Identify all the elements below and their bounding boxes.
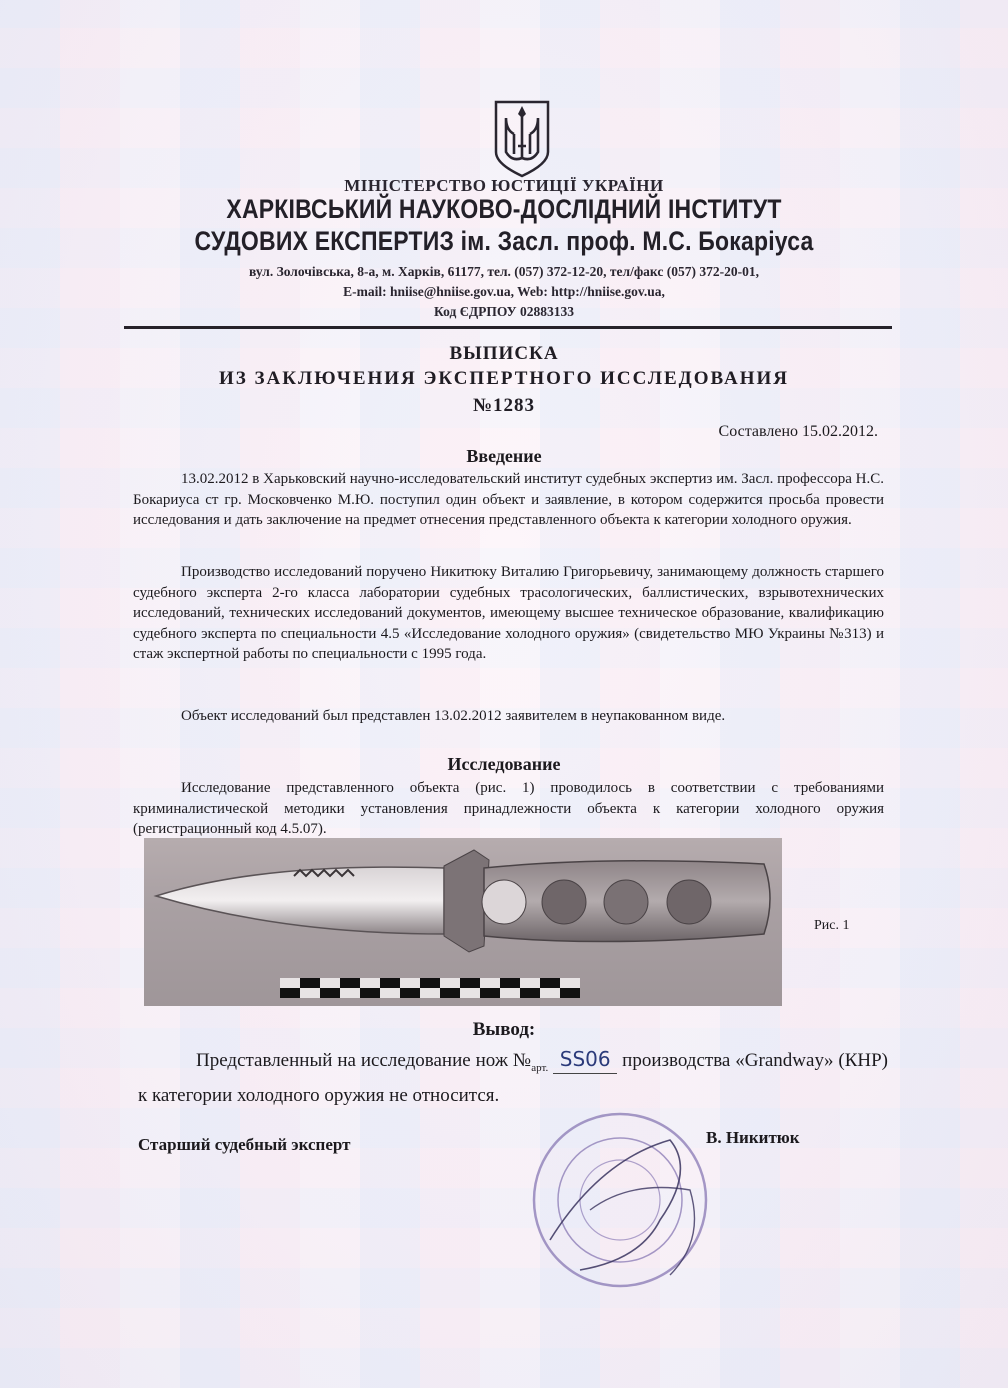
address-line: вул. Золочівська, 8-а, м. Харків, 61177, тел. (057) 372-12-20, тел/факс (057) 372-20-01, (249, 264, 759, 279)
doc-title-line1: ВЫПИСКА (449, 343, 559, 364)
code-line: Код ЄДРПОУ 02883133 (434, 304, 574, 319)
institute-name-line2: СУДОВИХ ЕКСПЕРТИЗ ім. Засл. проф. М.С. Бокаріуса (194, 225, 814, 256)
conclusion-text-after: производства «Grandway» (КНР) к категории холодного оружия не относится. (138, 1050, 889, 1106)
figure-caption: Рис. 1 (814, 918, 850, 933)
contact-block (0, 262, 1008, 322)
signer-name: В. Никитюк (706, 1128, 800, 1147)
conclusion-text-before: Представленный на исследование нож № (196, 1050, 532, 1071)
knife-illustration (144, 838, 782, 1006)
knife-photo (144, 838, 782, 1006)
conclusion-heading: Вывод: (472, 1019, 536, 1040)
header-divider (124, 326, 892, 329)
intro-heading: Введение (466, 446, 542, 466)
intro-paragraph-3: Объект исследований был представлен 13.02.2012 заявителем в неупакованном виде. (181, 708, 726, 724)
research-heading: Исследование (447, 754, 561, 774)
research-paragraph: Исследование представленного объекта (рис. 1) проводилось в соответствии с требованиями криминалистической методики установления принадлежности объекта к категории холодного оружия (регистрационный код 4.5.07). (133, 780, 884, 837)
ministry-name: МІНІСТЕРСТВО ЮСТИЦІЇ УКРАЇНИ (344, 176, 664, 195)
article-handwritten: SS06 (553, 1046, 617, 1074)
signer-role: Старший судебный эксперт (138, 1135, 351, 1154)
intro-paragraph-1: 13.02.2012 в Харьковский научно-исследовательский институт судебных экспертиз им. Засл. профессора Н.С. Бокариуса ст гр. Московченко М.Ю. поступил один объект и заявление, в котором содержится просьба провести исследования и дать заключение на предмет отнесения представленного объекта к категории холодного оружия. (133, 471, 884, 528)
trident-emblem-icon (492, 100, 552, 178)
official-stamp-seal (520, 1100, 720, 1300)
compiled-date: Составлено 15.02.2012. (718, 423, 878, 440)
doc-title-line2: ИЗ ЗАКЛЮЧЕНИЯ ЭКСПЕРТНОГО ИССЛЕДОВАНИЯ (218, 368, 790, 389)
doc-number: №1283 (472, 395, 536, 416)
scale-ruler (280, 978, 580, 998)
intro-paragraph-2: Производство исследований поручено Никитюку Виталию Григорьевичу, занимающему должность старшего судебного эксперта 2-го класса лаборатории судебных трасологических, баллистических, взрывотехнических исследований, технических исследований документов, имеющему высшее техническое образование, квалификацию судебного эксперта по специальности 4.5 «Исследование холодного оружия» (свидетельство МЮ Украины №313) и стаж экспертной работы по специальности с 1995 года. (133, 564, 884, 662)
web-line: E-mail: hniise@hniise.gov.ua, Web: http://hniise.gov.ua, (343, 284, 665, 299)
institute-name-line1: ХАРКІВСЬКИЙ НАУКОВО-ДОСЛІДНИЙ ІНСТИТУТ (226, 193, 782, 224)
conclusion-text (138, 1046, 888, 1109)
article-abbrev: арт. (531, 1061, 549, 1074)
